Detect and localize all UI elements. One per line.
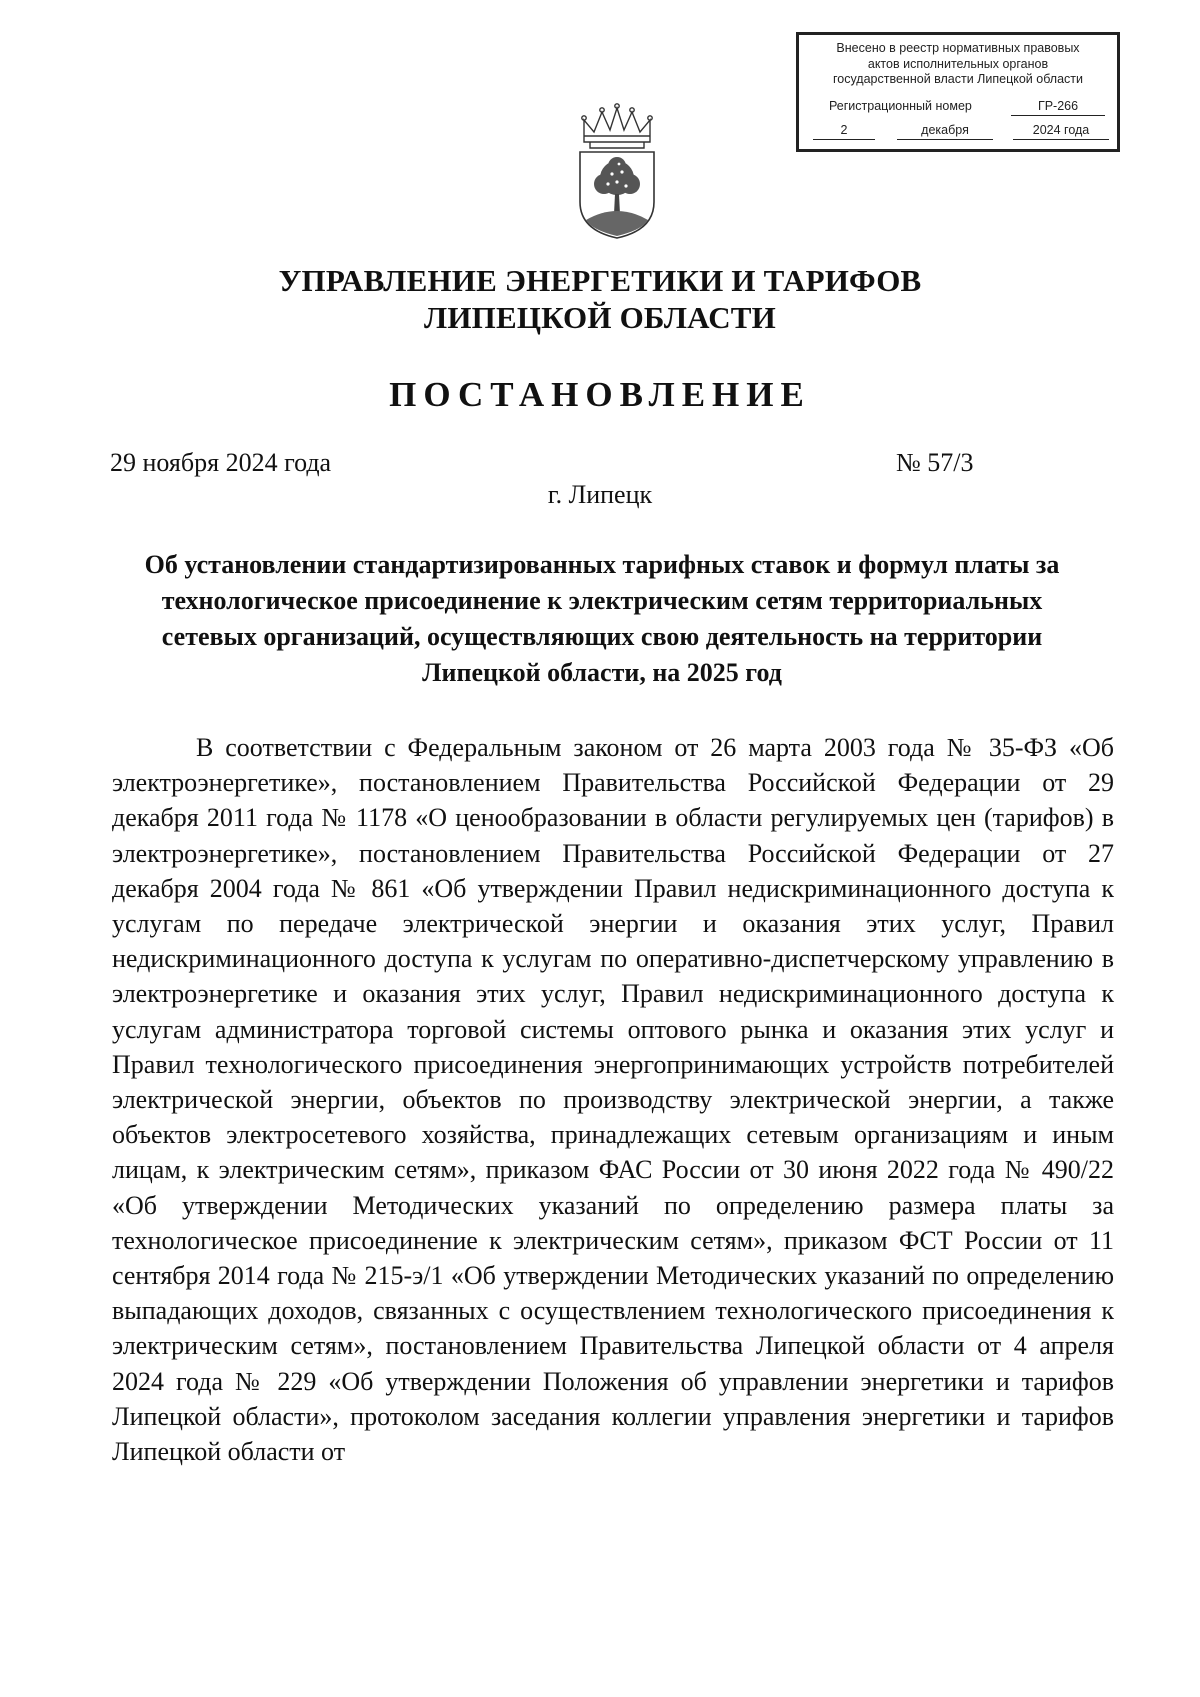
- document-date: 29 ноября 2024 года: [110, 448, 332, 477]
- stamp-registration-number: ГР-266: [1011, 99, 1105, 116]
- document-city: г. Липецк: [547, 480, 653, 509]
- organization-title-line-2: ЛИПЕЦКОЙ ОБЛАСТИ: [424, 300, 776, 335]
- stamp-date-row: [799, 123, 1117, 141]
- stamp-year: 2024 года: [1013, 123, 1109, 140]
- stamp-line-3: государственной власти Липецкой области: [832, 72, 1084, 86]
- document-number: № 57/3: [896, 448, 974, 477]
- document-title: Об установлении стандартизированных тарифных ставок и формул платы за технологическое присоединение к электрическим сетям территориальных сетевых организаций, осуществляющих свою деятельность на территории Липецкой области, на 2025 год: [144, 550, 1060, 687]
- stamp-day: 2: [813, 123, 875, 140]
- organization-title: [0, 262, 1200, 336]
- registry-stamp: [796, 32, 1120, 152]
- document-type: ПОСТАНОВЛЕНИЕ: [389, 375, 811, 414]
- organization-title-line-1: УПРАВЛЕНИЕ ЭНЕРГЕТИКИ И ТАРИФОВ: [278, 263, 922, 298]
- document-body: В соответствии с Федеральным законом от 26 марта 2003 года № 35-ФЗ «Об электроэнергетике», постановлением Правительства Российской Федерации от 29 декабря 2011 года № 1178 «О ценообразовании в области регулируемых цен (тарифов) в электроэнергетике», постановлением Правительства Российской Федерации от 27 декабря 2004 года № 861 «Об утверждении Правил недискриминационного доступа к услугам по передаче электрической энергии и оказания этих услуг, Правил недискриминационного доступа к услугам по оперативно-диспетчерскому управлению в электроэнергетике и оказания этих услуг, Правил недискриминационного доступа к услугам администратора торговой системы оптового рынка и оказания этих услуг и Правил технологического присоединения энергопринимающих устройств потребителей электрической энергии, объектов по производству электрической энергии, а также объектов электросетевого хозяйства, принадлежащих сетевым организациям и иным лицам, к электрическим сетям», приказом ФАС России от 30 июня 2022 года № 490/22 «Об утверждении Методических указаний по определению размера платы за технологическое присоединение к электрическим сетям», приказом ФСТ России от 11 сентября 2014 года № 215-э/1 «Об утверждении Методических указаний по определению выпадающих доходов, связанных с осуществлением технологического присоединения к электрическим сетям», постановлением Правительства Липецкой области от 4 апреля 2024 года № 229 «Об утверждении Положения об управлении энергетики и тарифов Липецкой области», протоколом заседания коллегии управления энергетики и тарифов Липецкой области от: [112, 733, 1114, 1467]
- stamp-registration-label: Регистрационный номер: [829, 99, 972, 113]
- stamp-line-2: актов исполнительных органов: [867, 56, 1049, 71]
- stamp-month: декабря: [897, 123, 993, 140]
- coat-of-arms-icon: [572, 102, 662, 242]
- stamp-registration-row: [799, 99, 1117, 117]
- stamp-line-1: Внесено в реестр нормативных правовых: [836, 41, 1080, 55]
